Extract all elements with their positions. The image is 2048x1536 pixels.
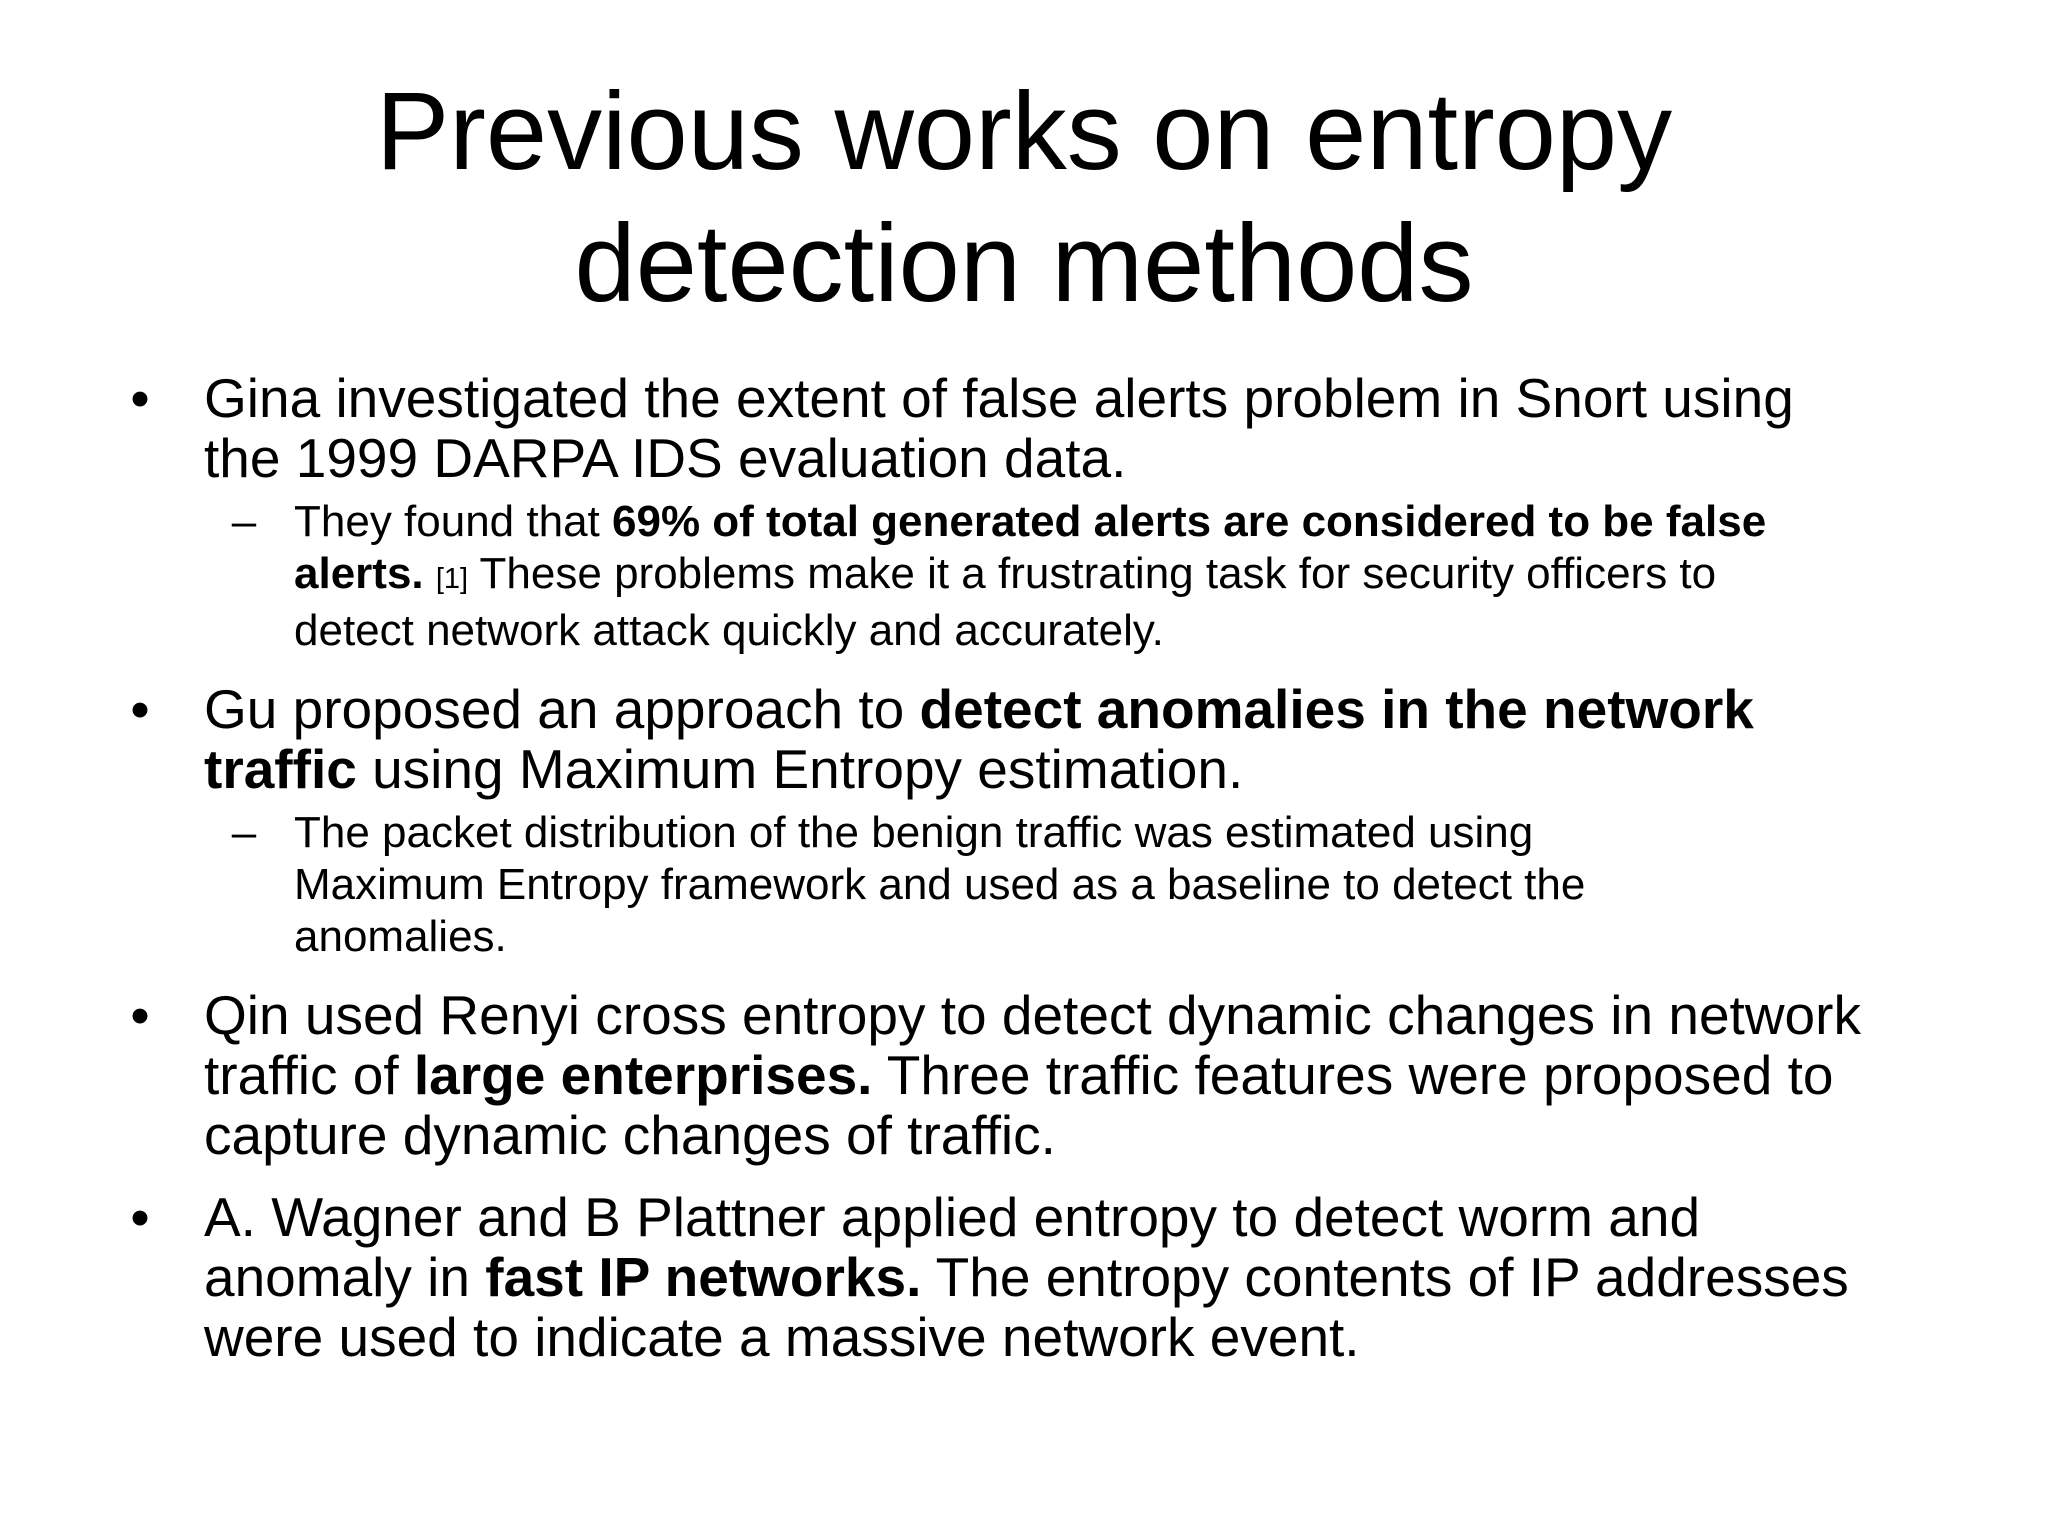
bullet-4-line-1: A. Wagner and B Plattner applied entropy to detect worm and	[204, 1186, 1701, 1248]
bullet-3-line-3: capture dynamic changes of traffic.	[204, 1104, 1056, 1166]
bullet-4-line-3: were used to indicate a massive network event.	[204, 1306, 1360, 1368]
bold-text-run: large enterprises.	[413, 1044, 873, 1106]
title-line-1: Previous works on entropy	[375, 70, 1673, 193]
bold-text-run: alerts.	[294, 549, 424, 598]
slide-title	[180, 66, 1868, 330]
citation-marker: [1]	[435, 563, 469, 595]
sub-bullet-item-1	[120, 496, 1980, 657]
bullet-3-line-2	[204, 1045, 1980, 1105]
text-run: The entropy contents of IP addresses	[921, 1246, 1849, 1308]
sub-bullet-2-line-2: Maximum Entropy framework and used as a baseline to detect the	[294, 860, 1586, 909]
sub-bullet-2-line-3: anomalies.	[294, 912, 507, 961]
text-run: Gu proposed an approach to	[204, 678, 920, 740]
bullet-marker: •	[130, 1186, 150, 1248]
bullet-2-line-2	[204, 739, 1980, 799]
bullet-marker: •	[130, 678, 150, 740]
sub-bullet-marker: –	[231, 497, 257, 546]
bullet-marker: •	[130, 984, 150, 1046]
bullet-1-line-2: the 1999 DARPA IDS evaluation data.	[204, 427, 1127, 489]
bullet-3-line-1: Qin used Renyi cross entropy to detect dynamic changes in network	[204, 984, 1861, 1046]
bullet-item-1	[120, 368, 1980, 488]
text-run: These problems make it a frustrating task for security officers to	[468, 549, 1717, 598]
bold-text-run: 69% of total generated alerts are considered to be false	[612, 497, 1767, 546]
bold-text-run: detect anomalies in the network	[919, 678, 1754, 740]
sub-bullet-2-line-1: The packet distribution of the benign traffic was estimated using	[294, 808, 1534, 857]
bullet-1-line-1: Gina investigated the extent of false alerts problem in Snort using	[204, 367, 1794, 429]
text-run: anomaly in	[204, 1246, 486, 1308]
bold-text-run: fast IP networks.	[485, 1246, 922, 1308]
sub-bullet-marker: –	[231, 808, 257, 857]
bullet-list	[120, 368, 1980, 1367]
sub-bullet-1-line-3: detect network attack quickly and accurately.	[294, 606, 1164, 655]
sub-bullet-1-line-2	[294, 548, 1980, 605]
text-run: traffic of	[204, 1044, 414, 1106]
bullet-4-line-2	[204, 1247, 1980, 1307]
bullet-marker: •	[130, 367, 150, 429]
bullet-item-2	[120, 679, 1980, 799]
text-run: They found that	[294, 497, 612, 546]
bullet-2-line-1	[204, 679, 1980, 739]
text-run: Three traffic features were proposed to	[872, 1044, 1834, 1106]
title-line-2: detection methods	[574, 202, 1474, 325]
bullet-item-4	[120, 1187, 1980, 1367]
sub-bullet-1-line-1	[294, 496, 1980, 548]
text-run: using Maximum Entropy estimation.	[356, 738, 1244, 800]
bullet-item-3	[120, 985, 1980, 1165]
bold-text-run: traffic	[204, 738, 357, 800]
sub-bullet-item-2	[120, 807, 1980, 963]
